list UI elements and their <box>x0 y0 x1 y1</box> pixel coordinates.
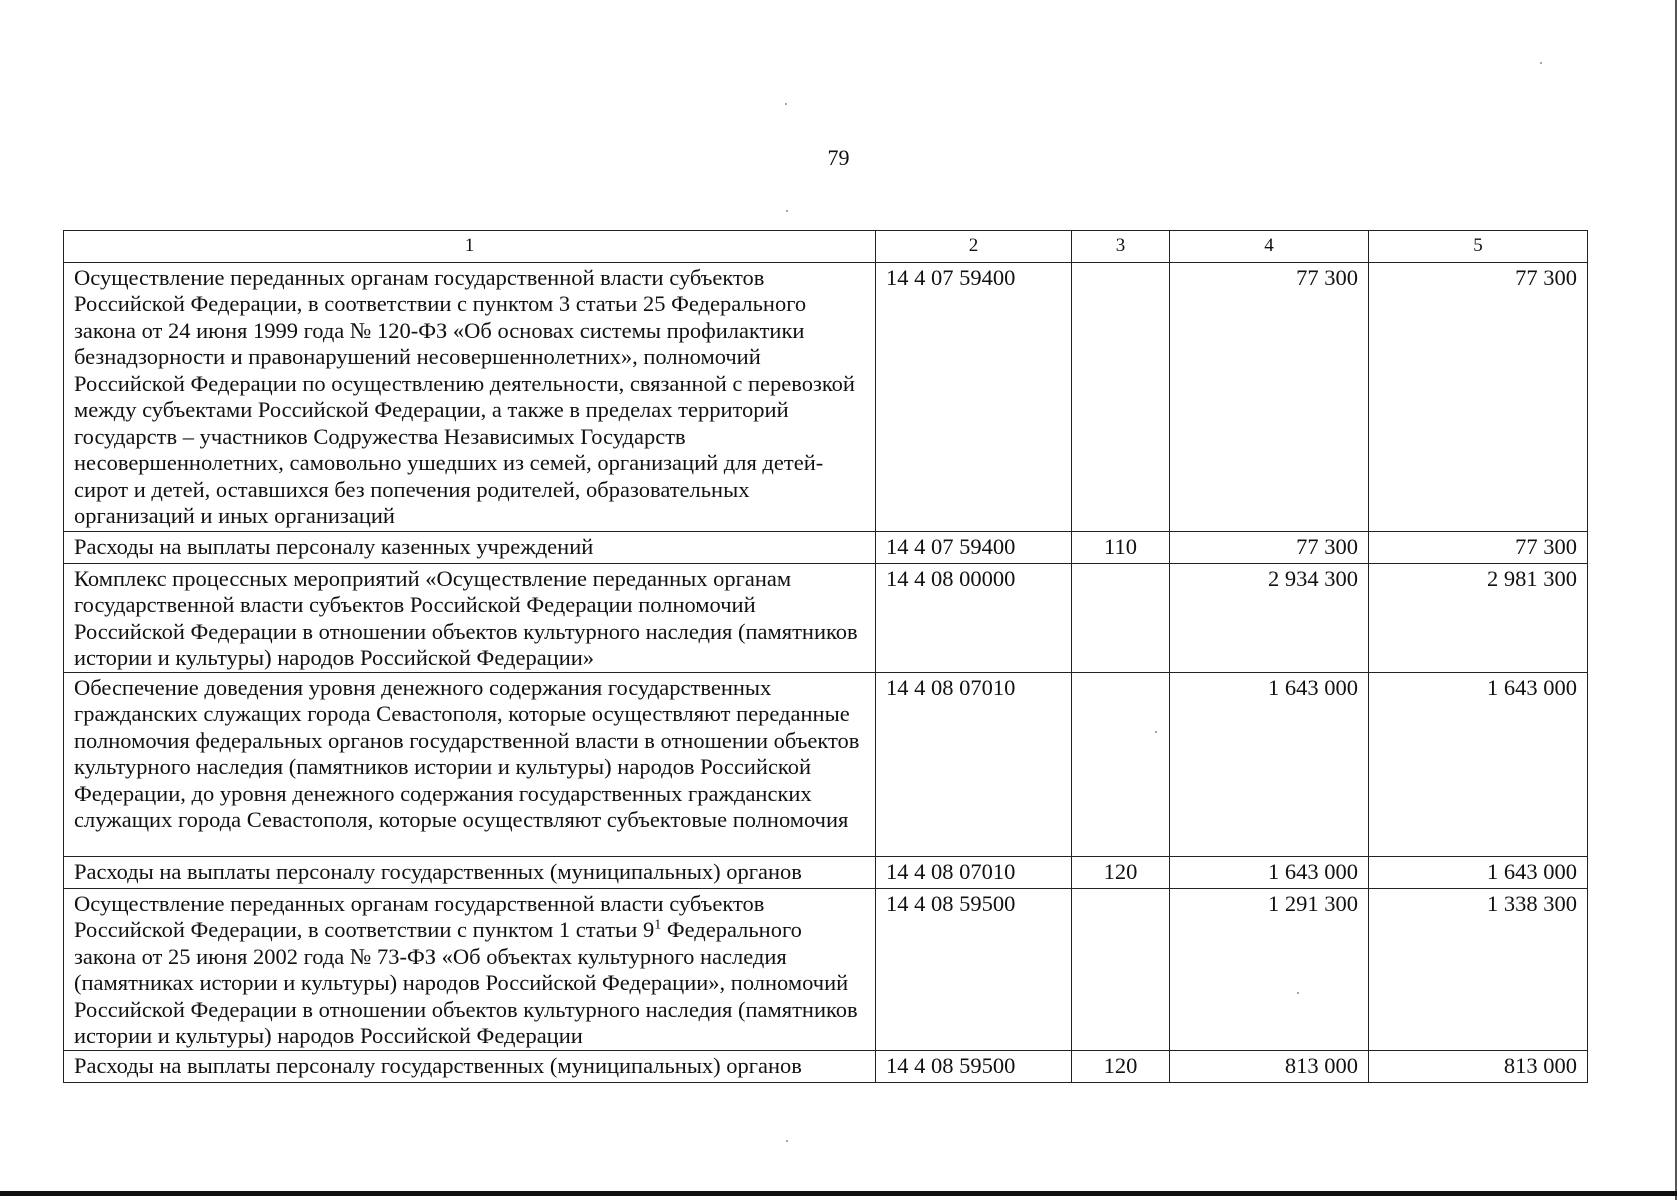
header-col-3: 3 <box>1072 231 1170 263</box>
row-code: 14 4 08 07010 <box>876 856 1072 888</box>
scan-speck <box>785 103 787 105</box>
header-col-4: 4 <box>1170 231 1369 263</box>
row-sum-1: 1 291 300 <box>1170 888 1369 1050</box>
row-sum-2: 1 338 300 <box>1369 888 1588 1050</box>
scan-speck <box>786 210 788 212</box>
row-code: 14 4 08 07010 <box>876 672 1072 856</box>
row-expense-type <box>1072 563 1170 672</box>
row-expense-type <box>1072 672 1170 856</box>
row-name: Расходы на выплаты персоналу государственных (муниципальных) органов <box>64 856 876 888</box>
header-col-5: 5 <box>1369 231 1588 263</box>
row-expense-type: 120 <box>1072 1050 1170 1082</box>
row-sum-1: 813 000 <box>1170 1050 1369 1082</box>
header-col-1: 1 <box>64 231 876 263</box>
row-expense-type: 110 <box>1072 531 1170 563</box>
scan-speck <box>786 1140 788 1142</box>
table-row <box>64 888 1588 1050</box>
table-header-row <box>64 231 1588 263</box>
row-name-superscript: 1 <box>654 917 662 933</box>
row-sum-2: 2 981 300 <box>1369 563 1588 672</box>
row-sum-2: 77 300 <box>1369 531 1588 563</box>
header-col-2: 2 <box>876 231 1072 263</box>
row-sum-1: 1 643 000 <box>1170 856 1369 888</box>
row-name-part: Федерального закона от 25 июня 2002 года № 73-ФЗ «Об объектах культурного наследия (памятниках истории и культуры) народов Российской Федерации», полномочий Российской Федерации в отношении объектов культурного наследия (памятников истории и культуры) народов Российской Федерации <box>74 917 858 1048</box>
row-code: 14 4 07 59400 <box>876 531 1072 563</box>
row-sum-2: 1 643 000 <box>1369 856 1588 888</box>
row-expense-type <box>1072 262 1170 531</box>
scan-edge-bottom <box>0 1191 1677 1196</box>
table-row <box>64 262 1588 531</box>
row-code: 14 4 07 59400 <box>876 262 1072 531</box>
row-name: Осуществление переданных органам государственной власти субъектов Российской Федерации, в соответствии с пунктом 3 статьи 25 Федерального закона от 24 июня 1999 года № 120-ФЗ «Об основах системы профилактики безнадзорности и правонарушений несовершеннолетних», полномочий Российской Федерации по осуществлению деятельности, связанной с перевозкой между субъектами Российской Федерации, а также в пределах территорий государств – участников Содружества Независимых Государств несовершеннолетних, самовольно ушедших из семей, организаций для детей-сирот и детей, оставшихся без попечения родителей, образовательных организаций и иных организаций <box>64 262 876 531</box>
row-expense-type: 120 <box>1072 856 1170 888</box>
row-name: Расходы на выплаты персоналу казенных учреждений <box>64 531 876 563</box>
table-row <box>64 856 1588 888</box>
row-code: 14 4 08 00000 <box>876 563 1072 672</box>
row-expense-type <box>1072 888 1170 1050</box>
budget-table <box>63 230 1588 1083</box>
row-code: 14 4 08 59500 <box>876 1050 1072 1082</box>
row-sum-1: 1 643 000 <box>1170 672 1369 856</box>
row-name: Комплекс процессных мероприятий «Осуществление переданных органам государственной власти субъектов Российской Федерации полномочий Российской Федерации в отношении объектов культурного наследия (памятников истории и культуры) народов Российской Федерации» <box>64 563 876 672</box>
row-sum-2: 77 300 <box>1369 262 1588 531</box>
row-name: Обеспечение доведения уровня денежного содержания государственных гражданских служащих города Севастополя, которые осуществляют переданные полномочия федеральных органов государственной власти в отношении объектов культурного наследия (памятников истории и культуры) народов Российской Федерации, до уровня денежного содержания государственных гражданских служащих города Севастополя, которые осуществляют субъектовые полномочия <box>64 672 876 856</box>
row-code: 14 4 08 59500 <box>876 888 1072 1050</box>
page-number: 79 <box>827 145 850 170</box>
row-sum-1: 77 300 <box>1170 262 1369 531</box>
row-name <box>64 888 876 1050</box>
row-sum-2: 813 000 <box>1369 1050 1588 1082</box>
row-sum-2: 1 643 000 <box>1369 672 1588 856</box>
table-row <box>64 563 1588 672</box>
table-row <box>64 1050 1588 1082</box>
scan-speck <box>1540 62 1542 64</box>
row-name: Расходы на выплаты персоналу государственных (муниципальных) органов <box>64 1050 876 1082</box>
row-sum-1: 2 934 300 <box>1170 563 1369 672</box>
scan-speck <box>1155 731 1157 733</box>
table-row <box>64 672 1588 856</box>
row-sum-1: 77 300 <box>1170 531 1369 563</box>
scan-speck <box>1297 992 1299 994</box>
table-row <box>64 531 1588 563</box>
row-name-part: Осуществление переданных органам государственной власти субъектов Российской Федерации, в соответствии с пунктом 1 статьи 9 <box>74 890 765 942</box>
